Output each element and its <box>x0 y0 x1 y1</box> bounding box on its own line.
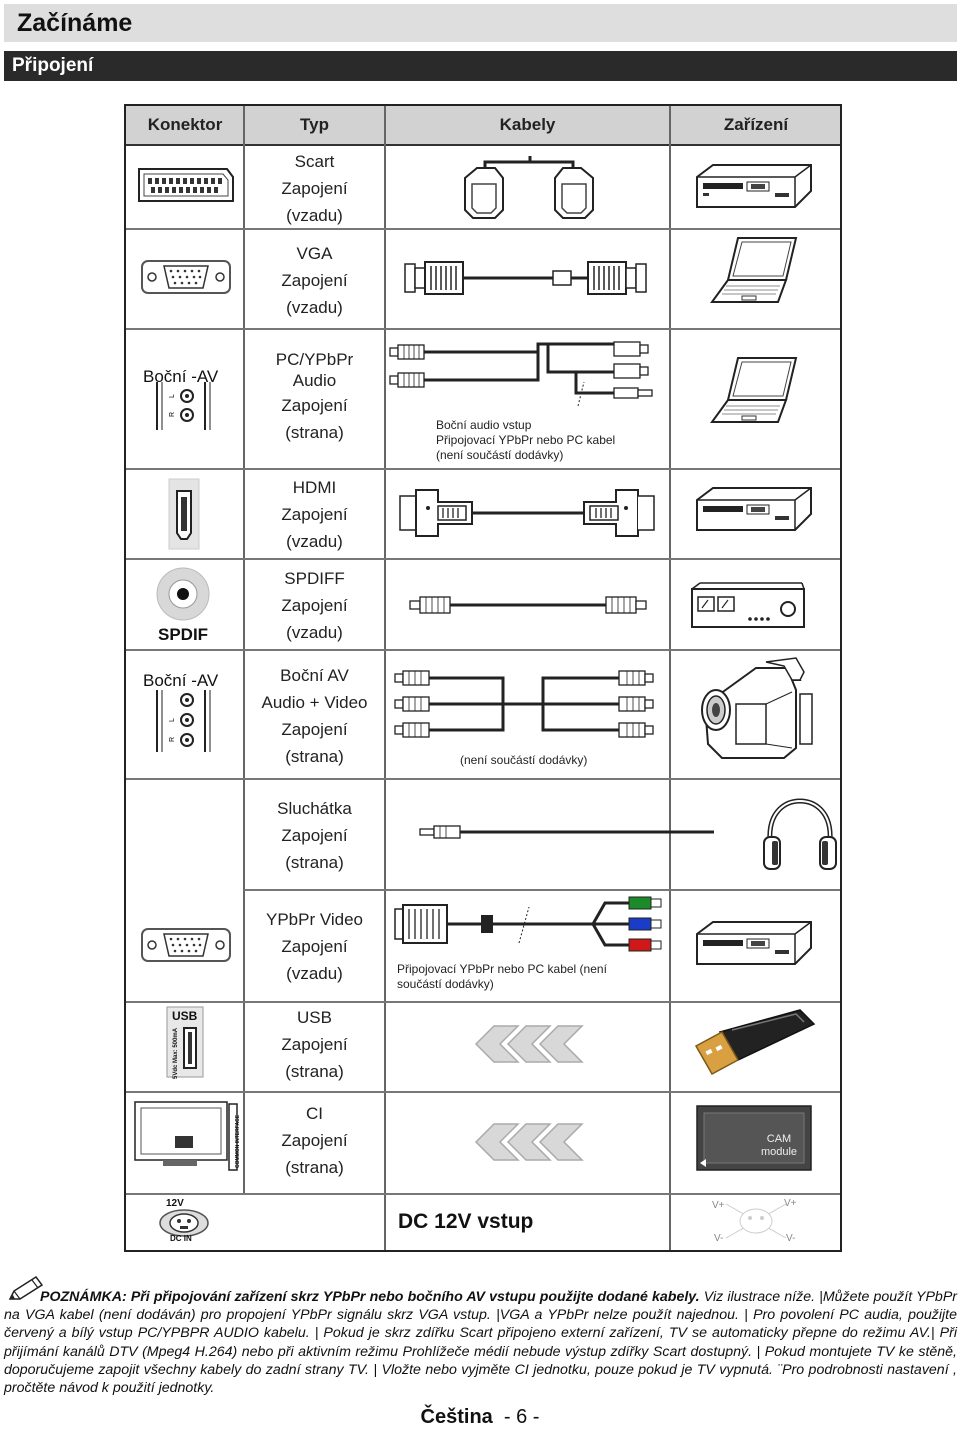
note-body: Viz ilustrace níže. |Můžete použít YPbPr na VGA kabel (není dodáván) pro propojení YPbPr signálu skrz VGA vstup. |VGA a YPbPr nelze použít najednou. | Pro povolení PC audia, použijte červený a bílý vstup PC/YPBPR AUDIO kabelu. | Pokud je skrz zdířku Scart připojeno externí zařízení, TV se automaticky přepne do režimu AV.| Při přijímání kanálů DTV (Mpeg4 H.264) nebo při aktivním režimu Prohlížeče médií nebude výstup zdířky Scart dostupný. | Pokud montujete TV ke stěně, doporučujeme zapojit všechny kabely do zadní strany TV. | Vložte nebo vyjměte CI jednotku, pouze pokud je TV vypnutá. ¨Pro podrobnosti nastavení , pročtěte návod k použití jednotky. <box>4 1289 958 1397</box>
hdmi-cable-icon <box>398 488 656 538</box>
spdif-cable-icon <box>408 593 648 617</box>
header-device: Zařízení <box>723 115 789 134</box>
cable-note-ypbpr: Připojovací YPbPr nebo PC kabel (není součástí dodávky) <box>397 962 607 991</box>
cam-module-icon <box>696 1105 812 1171</box>
audio-amplifier-icon <box>690 581 806 629</box>
audio-cable-icon <box>388 336 668 414</box>
page-title: Začínáme <box>17 9 133 37</box>
usb-power-label: 5Vdc Max: 500mA <box>173 1027 179 1079</box>
ypbpr-cable-icon <box>393 893 665 955</box>
hdmi-port-icon <box>167 477 201 551</box>
svg-text:L: L <box>169 718 176 722</box>
section-bar <box>4 51 957 81</box>
dvd-player-icon <box>695 163 813 209</box>
title-bar <box>4 4 957 42</box>
svg-text:R: R <box>169 411 176 417</box>
voltage-diagram-icon <box>708 1196 804 1246</box>
laptop-icon <box>708 236 800 306</box>
row-divider <box>126 1091 840 1093</box>
cable-note-pc-audio: Boční audio vstup Připojovací YPbPr nebo PC kabel (není součástí dodávky) <box>436 418 616 462</box>
row-divider <box>126 228 840 230</box>
type-pc-audio: PC/YPbPr Audio Zapojení (strana) <box>275 350 354 442</box>
type-side-av: Boční AV Audio + Video Zapojení (strana) <box>261 666 368 766</box>
vga-port-icon <box>140 257 232 297</box>
voltage-label: V+ <box>712 1200 725 1211</box>
cable-note-side-av: (není součástí dodávky) <box>460 753 588 767</box>
row-divider <box>126 328 840 330</box>
connector-label-side-av: Boční -AV <box>143 367 219 386</box>
table-header <box>126 106 840 146</box>
voltage-label: V- <box>714 1233 724 1244</box>
dc-in-label: DC IN <box>170 1234 192 1243</box>
headphone-cable-icon <box>418 822 718 842</box>
headphones-icon <box>760 797 840 875</box>
dvd-player-icon <box>695 486 813 532</box>
svg-text:R: R <box>169 736 176 742</box>
row-divider <box>126 1001 840 1003</box>
insert-arrows-icon <box>470 1122 595 1162</box>
note-text <box>4 1288 957 1397</box>
type-ypbpr: YPbPr Video Zapojení (vzadu) <box>265 910 364 983</box>
spdif-jack-icon <box>155 566 211 622</box>
dc-in-voltage-label: 12V <box>166 1198 184 1209</box>
type-usb: USB Zapojení (strana) <box>281 1008 348 1081</box>
header-cables: Kabely <box>499 115 556 134</box>
type-dc-in: DC 12V vstup <box>398 1210 534 1233</box>
usb-port-label: USB <box>172 1009 198 1023</box>
side-av-video-panel-icon <box>155 690 215 754</box>
row-divider <box>126 468 840 470</box>
footer-language: Čeština <box>420 1406 493 1428</box>
type-scart: Scart Zapojení (vzadu) <box>281 152 348 225</box>
col-divider <box>669 106 671 1250</box>
section-title: Připojení <box>12 55 94 76</box>
vga-port-icon <box>140 925 232 965</box>
row-divider <box>126 1193 840 1195</box>
insert-arrows-icon <box>470 1024 595 1064</box>
ci-slot-label: COMMON INTERFACE <box>235 1114 241 1168</box>
type-spdif: SPDIFF Zapojení (vzadu) <box>281 569 348 642</box>
usb-stick-icon <box>692 1008 818 1076</box>
ci-slot-icon <box>133 1100 239 1172</box>
type-hdmi: HDMI Zapojení (vzadu) <box>281 478 348 551</box>
voltage-label: V+ <box>784 1198 797 1209</box>
header-connector: Konektor <box>147 115 223 134</box>
dc-in-port-icon <box>158 1198 210 1244</box>
row-divider <box>126 649 840 651</box>
av-cable-icon <box>393 668 663 744</box>
dvd-player-icon <box>695 920 813 966</box>
scart-cable-icon <box>455 148 605 220</box>
note-bold: POZNÁMKA: Při připojování zařízení skrz YPbPr nebo bočního AV vstupu použijte dodané kabely. <box>40 1289 700 1305</box>
vga-cable-icon <box>403 258 648 298</box>
connector-label-spdif: SPDIF <box>158 625 209 644</box>
type-vga: VGA Zapojení (vzadu) <box>281 244 348 317</box>
row-divider <box>126 778 840 780</box>
cam-module-label: CAM module <box>760 1133 798 1158</box>
row-divider <box>126 558 840 560</box>
side-av-panel-icon <box>155 382 215 432</box>
row-divider <box>244 889 840 891</box>
usb-port-icon <box>166 1006 204 1078</box>
laptop-icon <box>708 356 800 426</box>
connector-label-side-av-2: Boční -AV <box>143 671 219 690</box>
header-type: Typ <box>300 115 329 134</box>
footer-page-number: - 6 - <box>503 1406 540 1428</box>
svg-text:L: L <box>169 394 176 398</box>
voltage-label: V- <box>786 1233 796 1244</box>
type-ci: CI Zapojení (strana) <box>281 1104 348 1177</box>
page-footer <box>0 1406 960 1429</box>
camcorder-icon <box>696 658 816 762</box>
scart-connector-icon <box>135 165 235 205</box>
type-headphones: Sluchátka Zapojení (strana) <box>277 799 352 872</box>
